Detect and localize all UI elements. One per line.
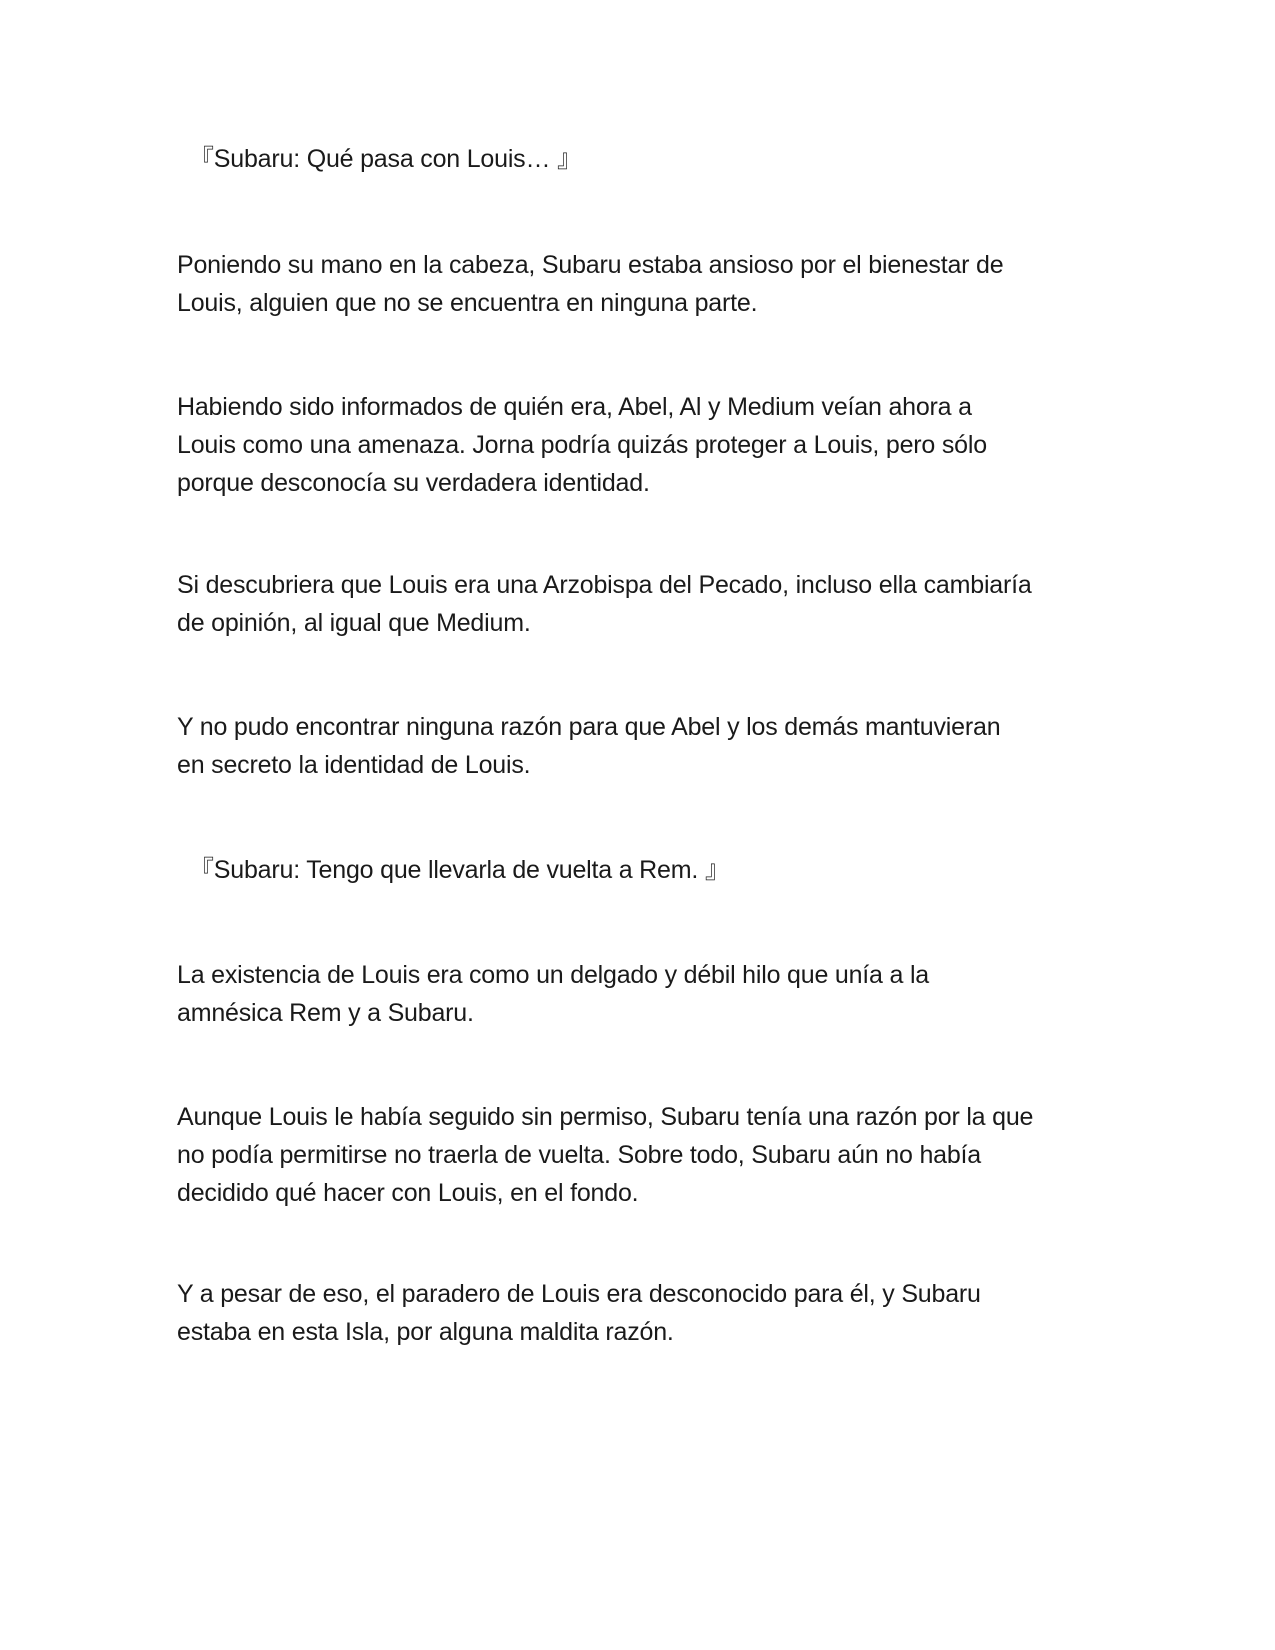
text-line: en secreto la identidad de Louis. [177,751,531,779]
text-line: porque desconocía su verdadera identidad. [177,469,650,497]
text-line: Poniendo su mano en la cabeza, Subaru estaba ansioso por el bienestar de [177,251,1004,279]
paragraph-5 [177,956,1117,1032]
text-line: estaba en esta Isla, por alguna maldita razón. [177,1318,674,1346]
text-line: Si descubriera que Louis era una Arzobispa del Pecado, incluso ella cambiaría [177,571,1032,599]
text-line: amnésica Rem y a Subaru. [177,999,474,1027]
text-line: La existencia de Louis era como un delgado y débil hilo que unía a la [177,961,930,989]
dialogue-2 [177,851,1129,889]
paragraph-1 [177,246,1117,322]
text-line: de opinión, al igual que Medium. [177,609,531,637]
text-line: Y no pudo encontrar ninguna razón para que Abel y los demás mantuvieran [177,713,1001,741]
paragraph-3 [177,566,1117,642]
text-line: Y a pesar de eso, el paradero de Louis era desconocido para él, y Subaru [177,1280,981,1308]
text-line: Louis como una amenaza. Jorna podría quizás proteger a Louis, pero sólo [177,431,987,459]
paragraph-4 [177,708,1117,784]
text-line: Habiendo sido informados de quién era, Abel, Al y Medium veían ahora a [177,393,972,421]
dialogue-1 [177,140,1129,178]
text-line: 『Subaru: Qué pasa con Louis… 』 [189,145,582,173]
text-line: 『Subaru: Tengo que llevarla de vuelta a Rem. 』 [189,856,730,884]
text-line: Louis, alguien que no se encuentra en ninguna parte. [177,289,758,317]
paragraph-2 [177,388,1117,502]
text-line: no podía permitirse no traerla de vuelta. Sobre todo, Subaru aún no había [177,1141,982,1169]
text-line: Aunque Louis le había seguido sin permiso, Subaru tenía una razón por la que [177,1103,1034,1131]
text-line: decidido qué hacer con Louis, en el fondo. [177,1179,639,1207]
paragraph-7 [177,1275,1117,1351]
paragraph-6 [177,1098,1117,1212]
